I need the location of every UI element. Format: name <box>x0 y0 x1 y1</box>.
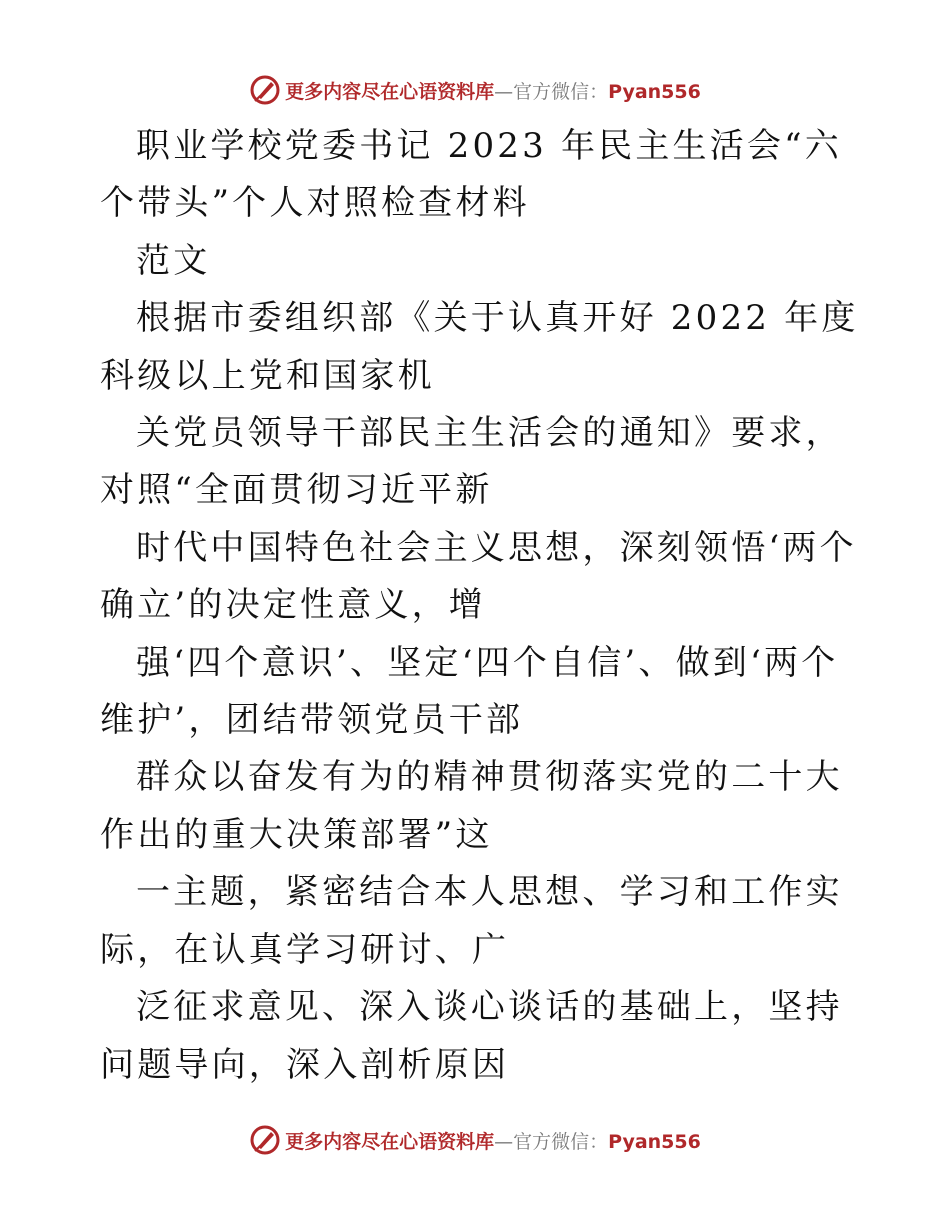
document-body <box>100 118 860 1094</box>
watermark-dash: — <box>494 80 514 103</box>
quill-logo-icon <box>249 74 281 106</box>
watermark-main-text: 更多内容尽在心语资料库 <box>285 1130 495 1153</box>
watermark-wechat-id: Pyan556 <box>608 1130 701 1153</box>
paragraph: 强‘四个意识’、坚定‘四个自信’、做到‘两个维护’，团结带领党员干部 <box>100 642 839 741</box>
paragraph-title: 职业学校党委书记 2023 年民主生活会“六个带头”个人对照检查材料 <box>100 126 842 224</box>
paragraph: 群众以奋发有为的精神贯彻落实党的二十大作出的重大决策部署”这 <box>100 757 843 855</box>
watermark-main-text: 更多内容尽在心语资料库 <box>285 80 495 103</box>
watermark-dash: — <box>494 1130 514 1153</box>
paragraph-subtitle: 范文 <box>136 240 211 281</box>
quill-logo-icon <box>249 1124 281 1156</box>
paragraph: 根据市委组织部《关于认真开好 2022 年度科级以上党和国家机 <box>100 298 859 396</box>
footer-watermark <box>0 1120 950 1160</box>
paragraph: 关党员领导干部民主生活会的通知》要求，对照“全面贯彻习近平新 <box>100 413 843 511</box>
paragraph: 泛征求意见、深入谈心谈话的基础上，坚持问题导向，深入剖析原因 <box>100 987 843 1085</box>
watermark-wechat-id: Pyan556 <box>608 80 701 103</box>
watermark-wechat-label: 官方微信： <box>513 1130 609 1153</box>
paragraph: 一主题，紧密结合本人思想、学习和工作实际，在认真学习研讨、广 <box>100 872 843 970</box>
watermark-wechat-label: 官方微信： <box>513 80 609 103</box>
watermark-text <box>285 77 701 104</box>
paragraph: 时代中国特色社会主义思想，深刻领悟‘两个确立’的决定性意义，增 <box>100 527 857 626</box>
watermark-text <box>285 1127 701 1154</box>
header-watermark <box>0 70 950 110</box>
